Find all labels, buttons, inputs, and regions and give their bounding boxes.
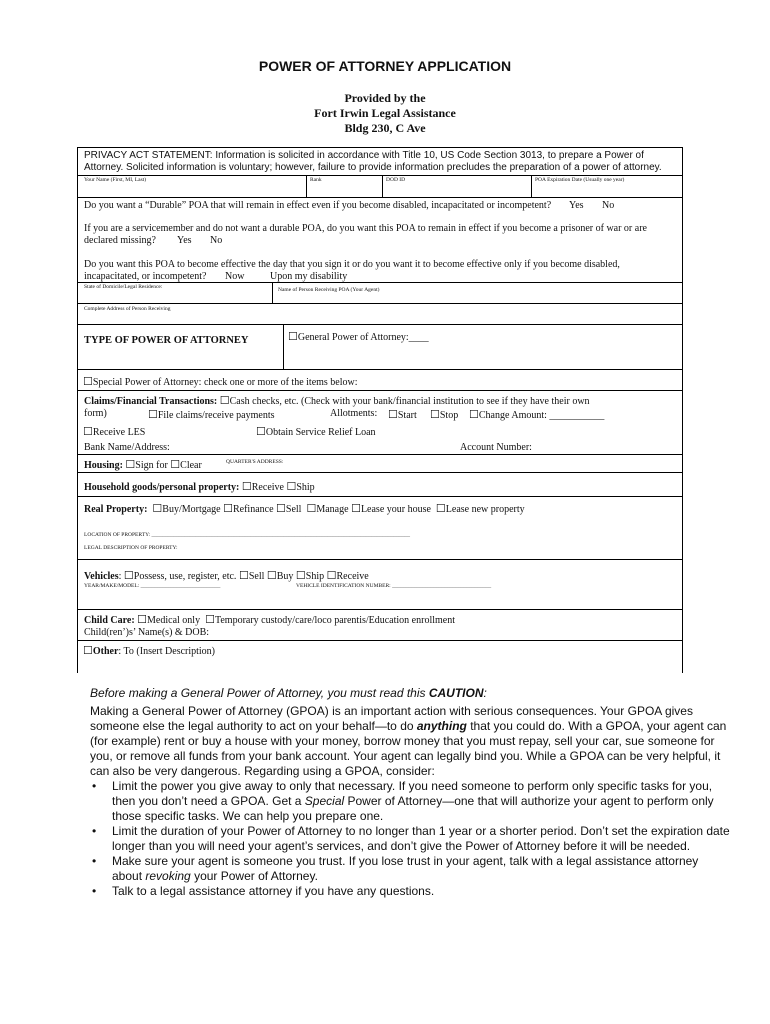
- checkbox-icon[interactable]: ☐: [288, 331, 298, 343]
- real-property-row: Real Property: ☐Buy/Mortgage ☐Refinance ☐Sell ☐Manage ☐Lease your house ☐Lease new property: [84, 503, 525, 515]
- name-field[interactable]: Your Name (First, MI, Last): [84, 177, 147, 183]
- relief-loan-option[interactable]: ☐Obtain Service Relief Loan: [256, 426, 376, 438]
- divider: [78, 147, 682, 148]
- checkbox-icon[interactable]: ☐: [266, 570, 277, 582]
- allotment-stop[interactable]: ☐Stop: [430, 409, 459, 421]
- divider: [78, 454, 682, 455]
- checkbox-icon[interactable]: ☐: [351, 503, 361, 515]
- pow-question-line-2: declared missing?: [84, 235, 156, 246]
- page-title: POWER OF ATTORNEY APPLICATION: [258, 58, 512, 74]
- domicile-field[interactable]: State of Domicile/Legal Residence:: [84, 284, 163, 290]
- other-option[interactable]: ☐Other: To (Insert Description): [83, 645, 216, 657]
- divider: [78, 390, 682, 391]
- allotments-label: Allotments:: [330, 408, 378, 419]
- checkbox-icon[interactable]: ☐: [205, 614, 215, 626]
- divider: [78, 324, 682, 325]
- agent-name-field[interactable]: Name of Person Receiving POA (Your Agent): [278, 287, 380, 293]
- divider: [531, 175, 532, 197]
- checkbox-icon[interactable]: ☐: [238, 570, 249, 582]
- checkbox-icon[interactable]: ☐: [83, 376, 93, 388]
- vehicles-row: Vehicles: ☐Possess, use, register, etc. ☐Sell ☐Buy ☐Ship ☐Receive: [84, 570, 369, 582]
- file-claims-option[interactable]: ☐File claims/receive payments: [148, 409, 275, 421]
- property-description-field[interactable]: LEGAL DESCRIPTION OF PROPERTY:: [84, 545, 178, 551]
- claims-row-1: Claims/Financial Transactions: ☐Cash checks, etc. (Check with your bank/financial institution to see if they have their own: [84, 395, 590, 407]
- divider: [78, 303, 682, 304]
- checkbox-icon[interactable]: ☐: [435, 503, 446, 515]
- divider: [78, 197, 682, 198]
- list-item: • Talk to a legal assistance attorney if you have any questions.: [92, 884, 435, 898]
- provided-by: Provided by the: [344, 91, 426, 105]
- child-care-row: Child Care: ☐Medical only ☐Temporary custody/care/loco parentis/Education enrollment: [84, 614, 456, 626]
- property-location-field[interactable]: LOCATION OF PROPERTY: ______________________________________________________________________________________________: [84, 532, 410, 538]
- checkbox-icon: ☐: [256, 426, 266, 438]
- pow-question-line-1: If you are a servicemember and do not want a durable POA, do you want this POA to remain in effect if you become a prisoner of war or are: [84, 223, 647, 234]
- checkbox-icon[interactable]: ☐: [137, 614, 148, 626]
- springing-now[interactable]: Now: [225, 271, 245, 282]
- allotment-start[interactable]: ☐Start: [388, 409, 417, 421]
- bullet-icon: •: [92, 854, 97, 868]
- checkbox-icon: ☐: [388, 409, 398, 421]
- checkbox-icon[interactable]: ☐: [152, 503, 163, 515]
- durable-no[interactable]: No: [602, 200, 615, 211]
- office-name: Fort Irwin Legal Assistance: [314, 106, 456, 120]
- general-poa-option[interactable]: ☐General Power of Attorney:____: [288, 331, 429, 343]
- bullet-icon: •: [92, 779, 97, 793]
- list-item: • Limit the duration of your Power of Attorney to no longer than 1 year or a shorter period. Don’t set the expiration date longer than you will need your agent’s services, and don’t give the Power of Attorney before it will be needed.: [92, 824, 730, 853]
- vehicle-year-make-field[interactable]: YEAR/MAKE/MODEL: _____________________________: [84, 583, 221, 589]
- housing-row: Housing: ☐Sign for ☐Clear: [84, 459, 202, 471]
- checkbox-icon[interactable]: ☐: [223, 503, 233, 515]
- divider: [382, 175, 383, 197]
- pow-yes[interactable]: Yes: [177, 235, 192, 246]
- caution-list: [90, 779, 730, 899]
- checkbox-icon: ☐: [83, 426, 93, 438]
- checkbox-icon: ☐: [148, 409, 158, 421]
- springing-question-line-1: Do you want this POA to become effective the day that you sign it or do you want it to become effective only if you become disabled,: [84, 259, 620, 270]
- quarters-address-field[interactable]: QUARTER'S ADDRESS:: [226, 459, 284, 465]
- list-item: • Make sure your agent is someone you trust. If you lose trust in your agent, talk with a legal assistance attorney about revoking your Power of Attorney.: [92, 854, 699, 883]
- vehicle-vin-field[interactable]: VEHICLE IDENTIFICATION NUMBER: ____________________________________: [296, 583, 492, 589]
- caution-heading: Before making a General Power of Attorney, you must read this CAUTION:: [90, 686, 487, 700]
- durable-yes[interactable]: Yes: [569, 200, 584, 211]
- checkbox-icon: ☐: [83, 645, 93, 657]
- office-address: Bldg 230, C Ave: [344, 121, 426, 135]
- checkbox-icon[interactable]: ☐: [286, 481, 297, 493]
- checkbox-icon[interactable]: ☐: [123, 570, 134, 582]
- type-label: TYPE OF POWER OF ATTORNEY: [84, 335, 249, 346]
- checkbox-icon[interactable]: ☐: [306, 503, 317, 515]
- caution-paragraph: Making a General Power of Attorney (GPOA) is an important action with serious consequences. Your GPOA gives someone else the legal authority to act on your behalf—to do anything that you could do. With a GPOA, your agent can (for example) rent or buy a house with your money, borrow money that you must repay, sell your car, sue someone for you, or remove all funds from your bank account. Your agent can legally bind you. While a GPOA can be very helpful, it can also be very dangerous. Regarding using a GPOA, consider:: [90, 704, 727, 778]
- divider: [78, 496, 682, 497]
- divider: [78, 175, 682, 176]
- checkbox-icon: ☐: [430, 409, 440, 421]
- poa-form: [77, 147, 683, 673]
- checkbox-icon[interactable]: ☐: [241, 481, 252, 493]
- checkbox-icon[interactable]: ☐: [326, 570, 337, 582]
- expiration-field[interactable]: POA Expiration Date (Usually one year): [535, 177, 625, 183]
- durable-question: Do you want a “Durable” POA that will remain in effect even if you become disabled, incapacitated or incompetent?: [84, 200, 552, 211]
- divider: [283, 324, 284, 369]
- checkbox-icon[interactable]: ☐: [125, 459, 136, 471]
- privacy-line-2: Attorney. Solicited information is voluntary; however, failure to provide information precludes the preparation of a power of attorney.: [84, 162, 662, 173]
- springing-question-line-2: incapacitated, or incompetent?: [84, 271, 207, 282]
- divider: [78, 282, 682, 283]
- account-field[interactable]: Account Number:: [460, 442, 532, 453]
- special-poa-option[interactable]: ☐Special Power of Attorney: check one or more of the items below:: [83, 376, 358, 388]
- divider: [78, 640, 682, 641]
- divider: [78, 559, 682, 560]
- allotment-change[interactable]: ☐Change Amount: ___________: [469, 409, 605, 421]
- checkbox-icon[interactable]: ☐: [219, 395, 230, 407]
- divider: [78, 472, 682, 473]
- child-names-field[interactable]: Child(ren’)s’ Name(s) & DOB:: [84, 627, 210, 638]
- checkbox-icon[interactable]: ☐: [295, 570, 306, 582]
- divider: [78, 609, 682, 610]
- checkbox-icon[interactable]: ☐: [276, 503, 286, 515]
- divider: [78, 369, 682, 370]
- bullet-icon: •: [92, 884, 97, 898]
- springing-disability[interactable]: Upon my disability: [270, 271, 348, 282]
- claims-form: form): [84, 408, 107, 419]
- privacy-line-1: PRIVACY ACT STATEMENT: Information is solicited in accordance with Title 10, US Code Section 3013, to prepare a Power of: [84, 150, 644, 161]
- rank-field[interactable]: Rank: [310, 177, 322, 183]
- list-item: • Limit the power you give away to only that necessary. If you need someone to perform only specific tasks for you, then you don’t need a GPOA. Get a Special Power of Attorney—one that will authorize your agent to perform only those specific tasks. We can help you prepare one.: [92, 779, 714, 823]
- divider: [306, 175, 307, 197]
- pow-no[interactable]: No: [210, 235, 223, 246]
- agent-address-field[interactable]: Complete Address of Person Receiving: [84, 306, 171, 312]
- bullet-icon: •: [92, 824, 97, 838]
- checkbox-icon[interactable]: ☐: [170, 459, 181, 471]
- bank-field[interactable]: Bank Name/Address:: [84, 442, 170, 453]
- dod-id-field[interactable]: DOD ID: [386, 177, 406, 183]
- checkbox-icon: ☐: [469, 409, 479, 421]
- receive-les-option[interactable]: ☐Receive LES: [83, 426, 146, 438]
- household-row: Household goods/personal property: ☐Receive ☐Ship: [84, 481, 315, 493]
- divider: [272, 282, 273, 303]
